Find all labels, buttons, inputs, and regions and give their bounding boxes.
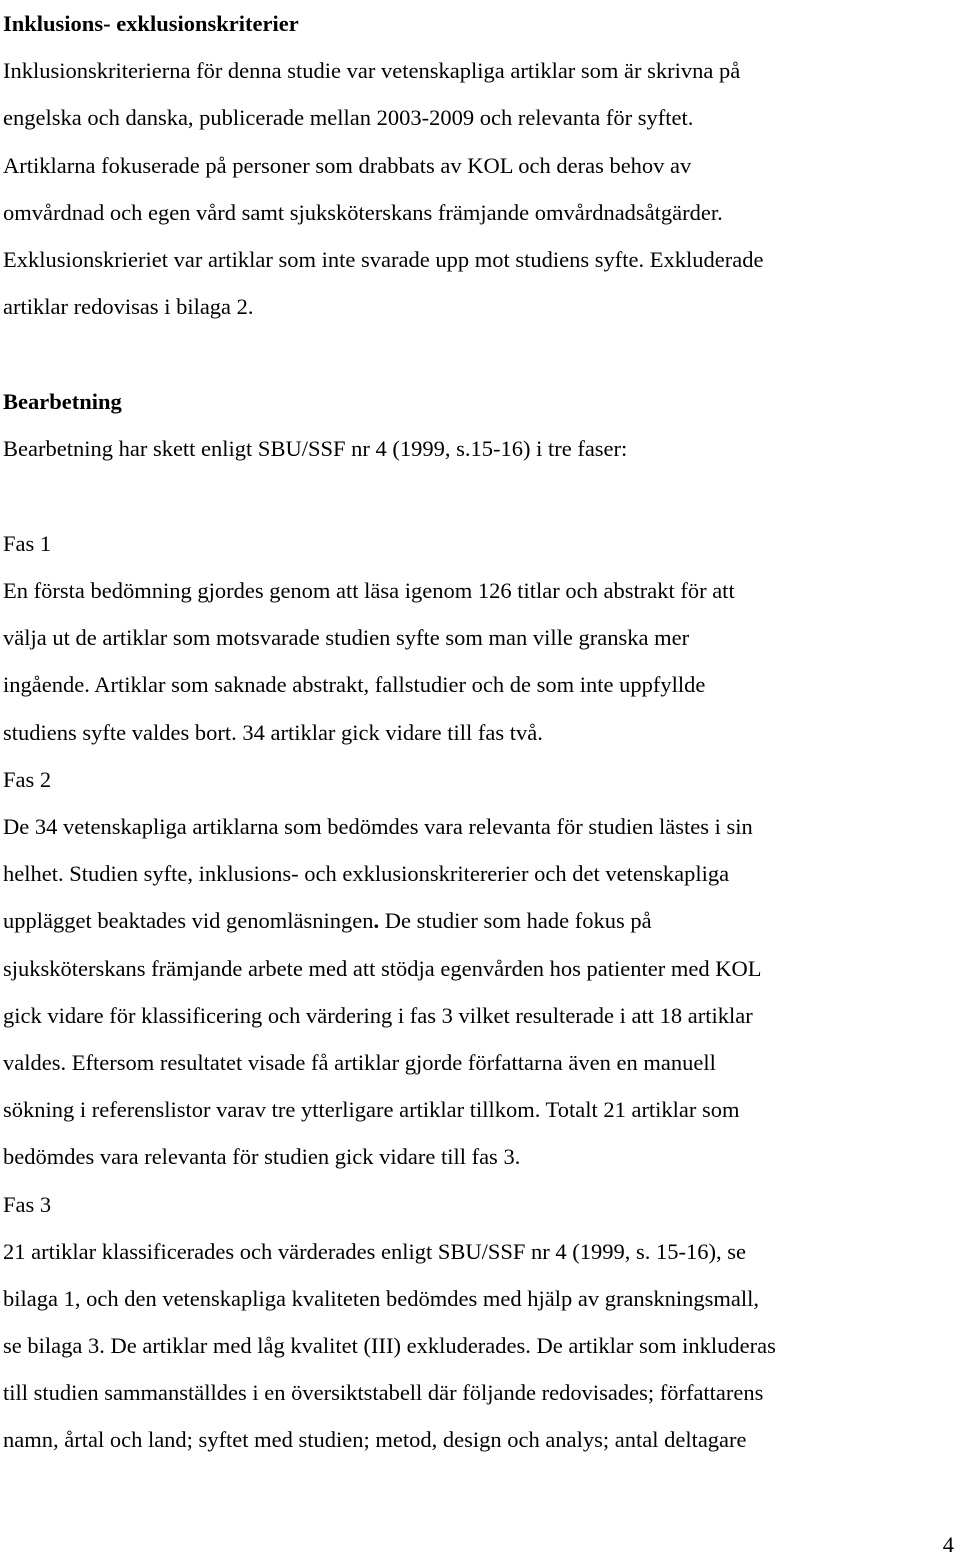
paragraph-line: till studien sammanställdes i en översiktstabell där följande redovisades; författarens bbox=[3, 1380, 764, 1406]
phase-heading-2: Fas 2 bbox=[3, 766, 52, 792]
paragraph-line: valdes. Eftersom resultatet visade få artiklar gjorde författarna även en manuell bbox=[3, 1049, 716, 1075]
paragraph-line: 21 artiklar klassificerades och värderades enligt SBU/SSF nr 4 (1999, s. 15-16), se bbox=[3, 1238, 746, 1264]
paragraph-line: engelska och danska, publicerade mellan 2003-2009 och relevanta för syftet. bbox=[3, 105, 694, 131]
bold-period: . bbox=[373, 908, 380, 934]
paragraph-line: ingående. Artiklar som saknade abstrakt, fallstudier och de som inte uppfyllde bbox=[3, 672, 706, 698]
paragraph-line: bedömdes vara relevanta för studien gick vidare till fas 3. bbox=[3, 1144, 521, 1170]
page-number: 4 bbox=[942, 1532, 954, 1557]
spacer bbox=[3, 330, 953, 377]
paragraph-line: Exklusionskrieriet var artiklar som inte svarade upp mot studiens syfte. Exkluderade bbox=[3, 246, 764, 272]
document-page bbox=[3, 0, 953, 1464]
phase-heading-3: Fas 3 bbox=[3, 1191, 52, 1217]
paragraph-line: artiklar redovisas i bilaga 2. bbox=[3, 294, 254, 320]
text-run: upplägget beaktades vid genomläsningen bbox=[3, 908, 374, 934]
paragraph-line: namn, årtal och land; syftet med studien; metod, design och analys; antal deltagare bbox=[3, 1427, 747, 1453]
paragraph-line: sökning i referenslistor varav tre ytterligare artiklar tillkom. Totalt 21 artiklar som bbox=[3, 1097, 740, 1123]
section-heading-inclusion: Inklusions- exklusionskriterier bbox=[3, 11, 299, 36]
paragraph-line: Bearbetning har skett enligt SBU/SSF nr 4 (1999, s.15-16) i tre faser: bbox=[3, 435, 628, 461]
paragraph-line: Inklusionskriterierna för denna studie var vetenskapliga artiklar som är skrivna på bbox=[3, 58, 741, 84]
paragraph-line: Artiklarna fokuserade på personer som drabbats av KOL och deras behov av bbox=[3, 152, 692, 178]
paragraph-line: omvårdnad och egen vård samt sjuksköterskans främjande omvårdnadsåtgärder. bbox=[3, 199, 723, 225]
phase-heading-1: Fas 1 bbox=[3, 530, 52, 556]
section-heading-processing: Bearbetning bbox=[3, 388, 122, 414]
text-run: De studier som hade fokus på bbox=[379, 908, 652, 934]
paragraph-line: välja ut de artiklar som motsvarade studien syfte som man ville granska mer bbox=[3, 625, 690, 651]
paragraph-line: studiens syfte valdes bort. 34 artiklar gick vidare till fas två. bbox=[3, 719, 543, 745]
paragraph-line: De 34 vetenskapliga artiklarna som bedömdes vara relevanta för studien lästes i sin bbox=[3, 814, 753, 839]
paragraph-line: sjuksköterskans främjande arbete med att stödja egenvården hos patienter med KOL bbox=[3, 955, 762, 981]
spacer bbox=[3, 472, 953, 520]
paragraph-line: bilaga 1, och den vetenskapliga kvaliteten bedömdes med hjälp av granskningsmall, bbox=[3, 1285, 760, 1311]
paragraph-line: se bilaga 3. De artiklar med låg kvalitet (III) exkluderades. De artiklar som inkluderas bbox=[3, 1333, 776, 1359]
paragraph-line: helhet. Studien syfte, inklusions- och exklusionskritererier och det vetenskapliga bbox=[3, 861, 730, 887]
paragraph-line bbox=[3, 897, 953, 944]
paragraph-line: gick vidare för klassificering och värdering i fas 3 vilket resulterade i att 18 artiklar bbox=[3, 1002, 753, 1028]
paragraph-line: En första bedömning gjordes genom att läsa igenom 126 titlar och abstrakt för att bbox=[3, 578, 735, 604]
